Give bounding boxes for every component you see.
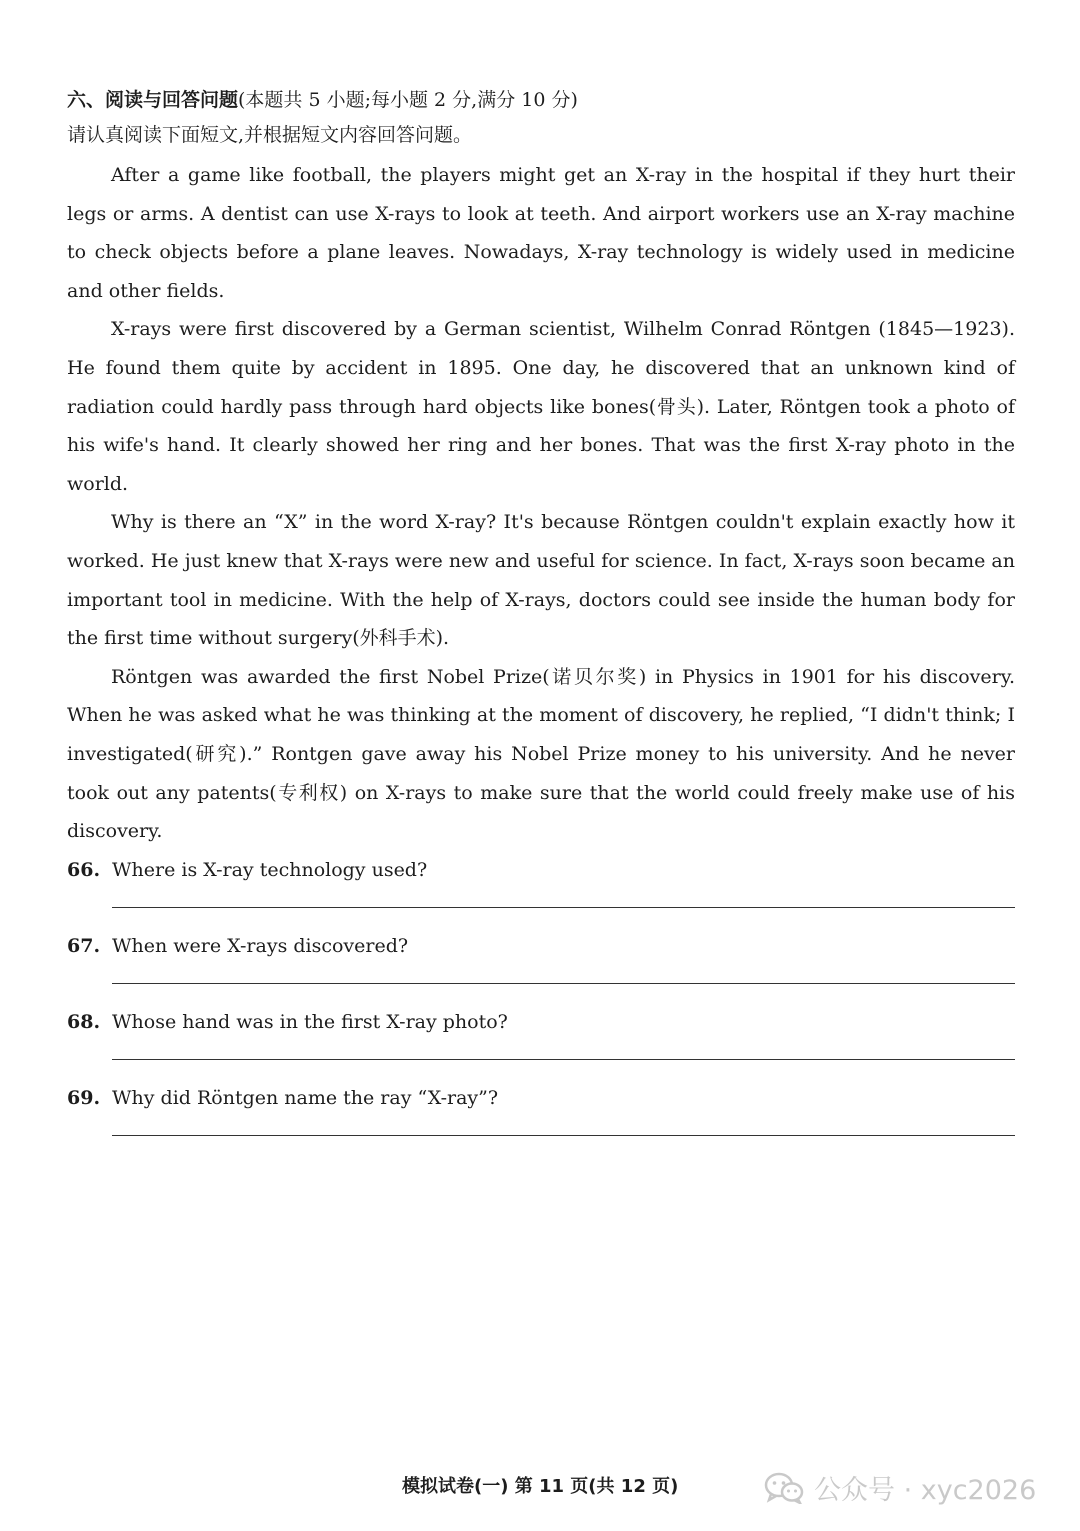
question-69 xyxy=(67,1079,1015,1155)
answer-line[interactable] xyxy=(112,1135,1015,1136)
question-text: Whose hand was in the first X-ray photo? xyxy=(112,1010,508,1033)
question-number: 67. xyxy=(67,934,101,957)
section-instruction: 请认真阅读下面短文,并根据短文内容回答问题。 xyxy=(67,124,473,146)
passage-paragraph: Why is there an “X” in the word X-ray? It's because Röntgen couldn't explain exactly how it worked. He just knew that X-rays were new and useful for science. In fact, X-rays soon became an important tool in medicine. With the help of X-rays, doctors could see inside the human body for the first time without surgery(外科手术). xyxy=(67,511,1015,650)
question-list xyxy=(67,851,1015,1155)
question-68 xyxy=(67,1003,1015,1079)
passage-paragraph: Röntgen was awarded the first Nobel Prize(诺贝尔奖) in Physics in 1901 for his discovery. When he was asked what he was thinking at the moment of discovery, he replied, “I didn't think; I investigated(研究).” Rontgen gave away his Nobel Prize money to his university. And he never took out any patents(专利权) on X-rays to make sure that the world could freely make use of his discovery. xyxy=(67,665,1015,843)
answer-line[interactable] xyxy=(112,1059,1015,1060)
passage-paragraph: X-rays were first discovered by a German scientist, Wilhelm Conrad Röntgen (1845—1923). He found them quite by accident in 1895. One day, he discovered that an unknown kind of radiation could hardly pass through hard objects like bones(骨头). Later, Röntgen took a photo of his wife's hand. It clearly showed her ring and her bones. That was the first X-ray photo in the world. xyxy=(67,318,1015,495)
section-points: (本题共 5 小题;每小题 2 分,满分 10 分) xyxy=(238,89,578,111)
watermark-text: 公众号 · xyc2026 xyxy=(814,1475,1037,1506)
answer-line[interactable] xyxy=(112,983,1015,984)
question-number: 66. xyxy=(67,858,101,881)
section-heading xyxy=(67,84,1015,116)
page-footer: 模拟试卷(一) 第 11 页(共 12 页) xyxy=(402,1476,679,1497)
question-text: When were X-rays discovered? xyxy=(112,934,409,957)
question-67 xyxy=(67,927,1015,1003)
wechat-icon xyxy=(764,1472,804,1504)
section-title: 六、阅读与回答问题 xyxy=(67,89,239,111)
question-number: 68. xyxy=(67,1010,101,1033)
question-text: Why did Röntgen name the ray “X-ray”? xyxy=(112,1086,499,1109)
answer-line[interactable] xyxy=(112,907,1015,908)
reading-passage xyxy=(67,156,1015,851)
watermark xyxy=(764,1468,1036,1507)
exam-page xyxy=(67,84,1015,1155)
passage-paragraph: After a game like football, the players might get an X-ray in the hospital if they hurt their legs or arms. A dentist can use X-rays to look at teeth. And airport workers use an X-ray machine to check objects before a plane leaves. Nowadays, X-ray technology is widely used in medicine and other fields. xyxy=(67,164,1015,302)
question-text: Where is X-ray technology used? xyxy=(112,858,428,881)
question-66 xyxy=(67,851,1015,927)
question-number: 69. xyxy=(67,1086,101,1109)
